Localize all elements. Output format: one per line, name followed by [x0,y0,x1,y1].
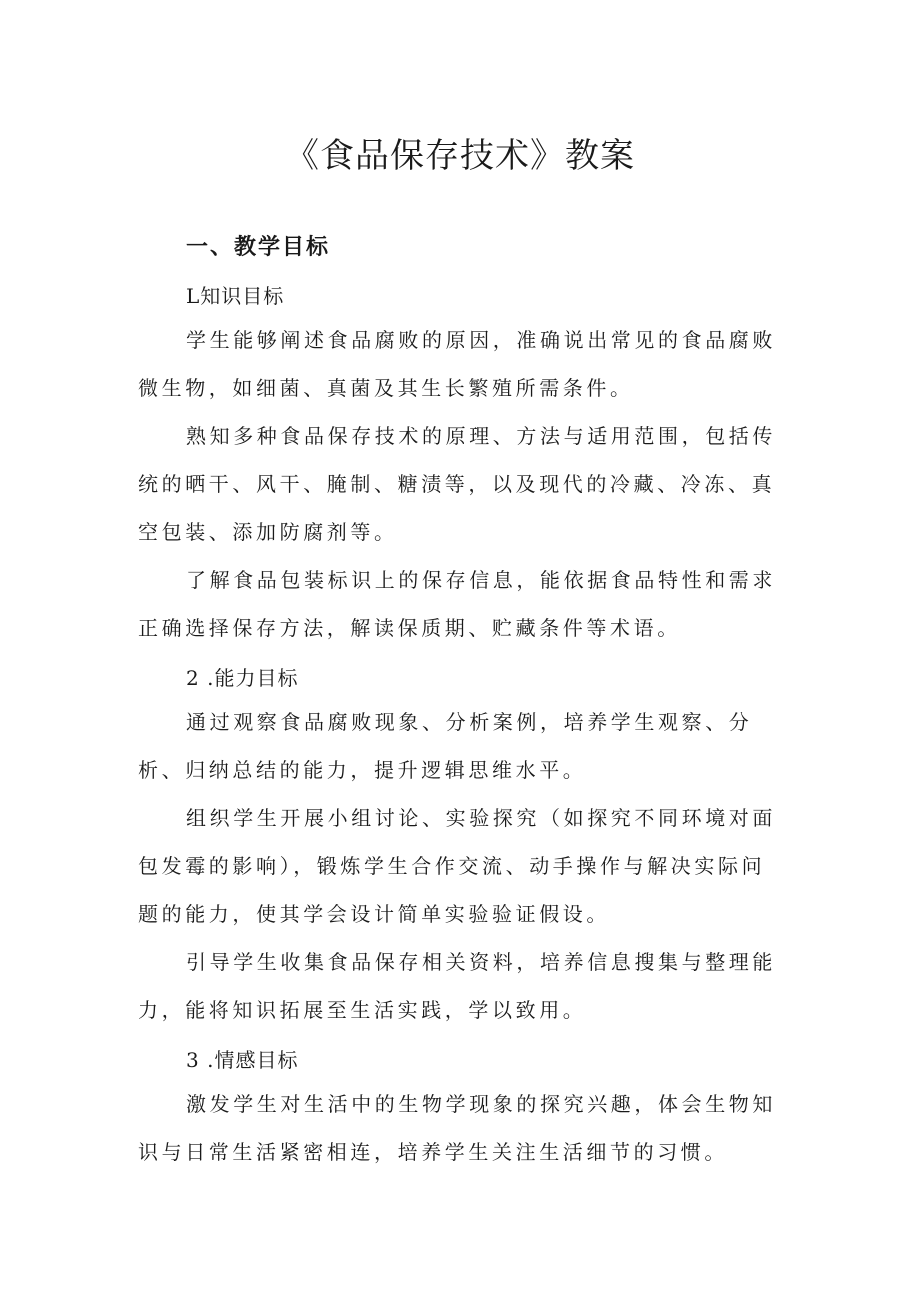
paragraph-packaging-labels: 了解食品包装标识上的保存信息，能依据食品特性和需求正确选择保存方法，解读保质期、贮藏条件等术语。 [138,568,776,640]
paragraph-information-gathering: 引导学生收集食品保存相关资料，培养信息搜集与整理能力，能将知识拓展至生活实践，学以致用。 [138,950,776,1022]
subheading-ability-objectives: 2 .能力目标 [186,666,299,690]
document-title: 《食品保存技术》教案 [285,136,635,176]
paragraph-observation-analysis: 通过观察食品腐败现象、分析案例，培养学生观察、分析、归纳总结的能力，提升逻辑思维水平。 [138,710,753,782]
section-heading-teaching-objectives: 一、教学目标 [186,234,331,260]
paragraph-interest-in-biology: 激发学生对生活中的生物学现象的探究兴趣，体会生物知识与日常生活紧密相连，培养学生关注生活细节的习惯。 [138,1092,776,1164]
subheading-emotional-objectives: 3 .情感目标 [186,1048,299,1072]
paragraph-spoilage-causes: 学生能够阐述食品腐败的原因，准确说出常见的食品腐败微生物，如细菌、真菌及其生长繁殖所需条件。 [138,328,776,400]
subheading-knowledge-objectives: L知识目标 [186,284,285,308]
paragraph-group-experiment: 组织学生开展小组讨论、实验探究（如探究不同环境对面包发霉的影响），锻炼学生合作交流、动手操作与解决实际问题的能力，使其学会设计简单实验验证假设。 [138,806,776,926]
paragraph-preservation-techniques: 熟知多种食品保存技术的原理、方法与适用范围，包括传统的晒干、风干、腌制、糖渍等，以及现代的冷藏、冷冻、真空包装、添加防腐剂等。 [138,424,776,544]
